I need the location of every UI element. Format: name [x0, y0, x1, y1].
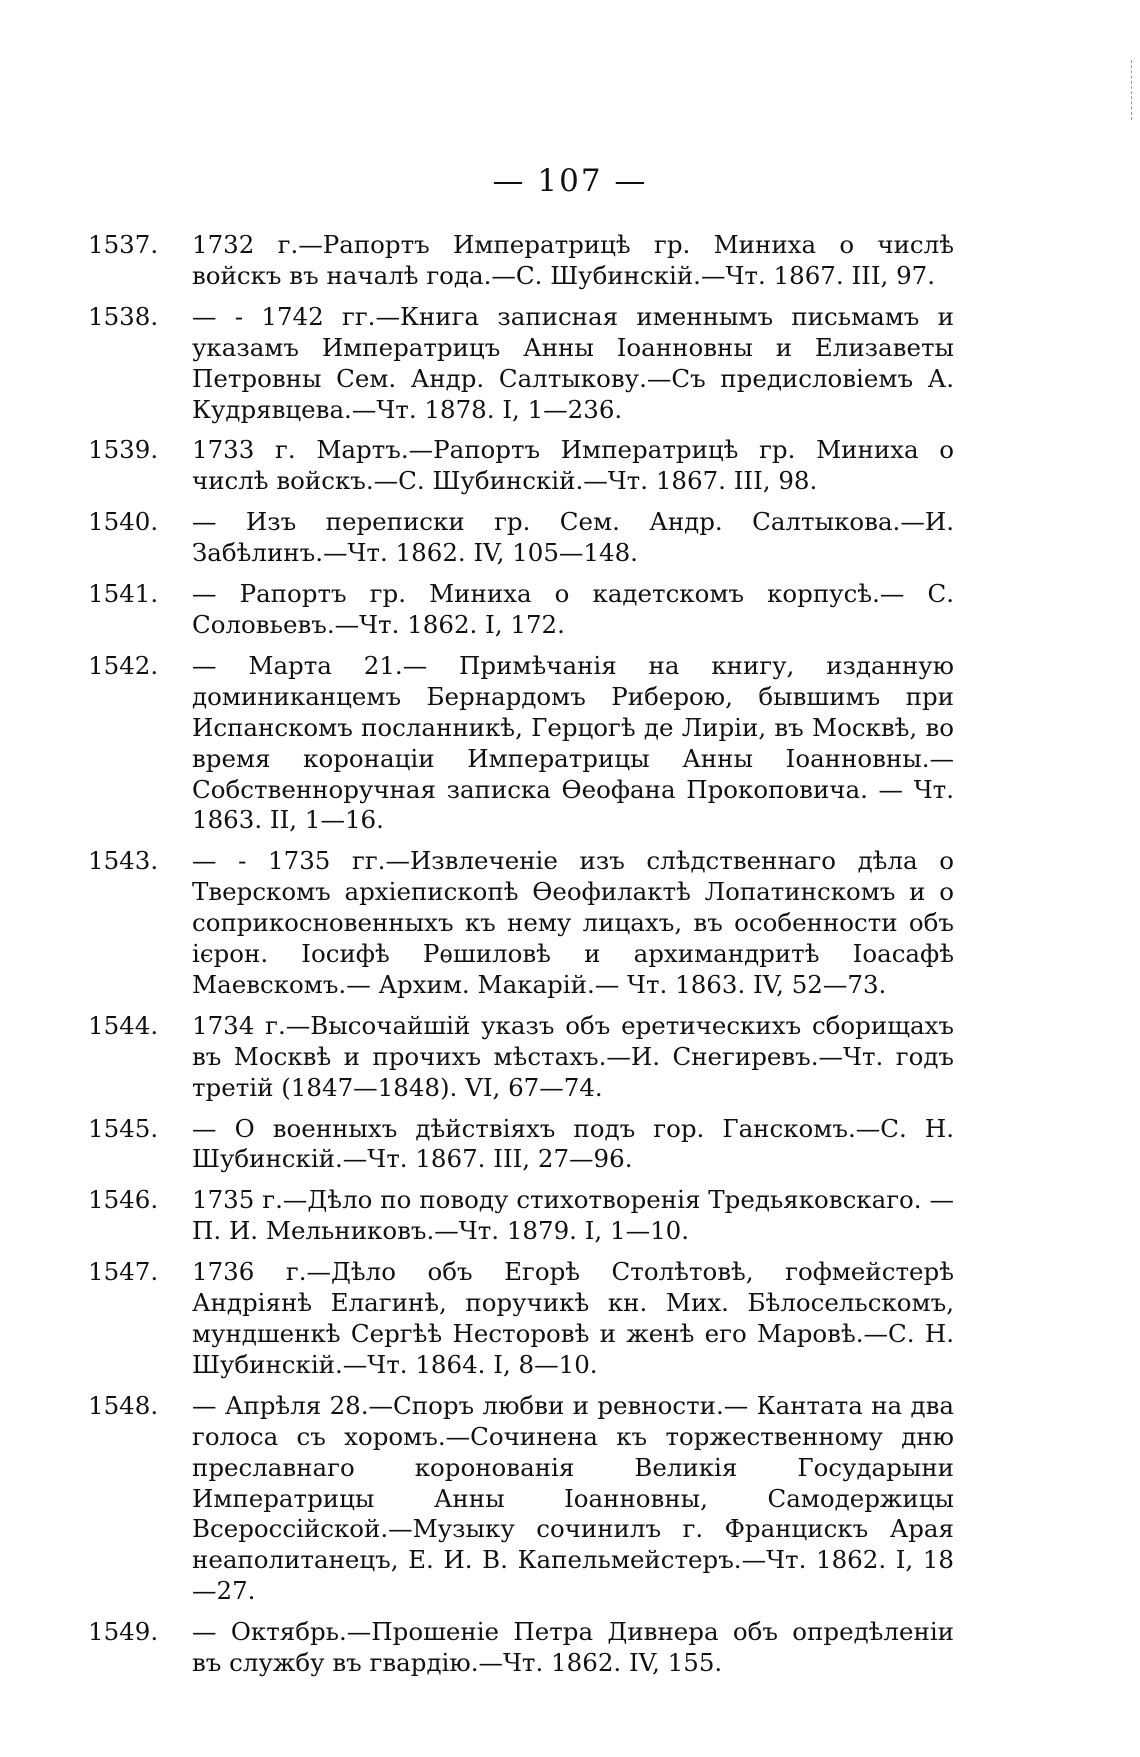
entry-text: — Марта 21.— Примѣчанія на книгу, изданную доминиканцемъ Бернардомъ Риберою, бывшимъ при Испанскомъ посланникѣ, Герцогѣ де Лиріи, въ Москвѣ, во время коронаціи Императрицы Анны Іоанновны.—Собственноручная записка Ѳеофана Прокоповича. — Чт. 1863. II, 1—16. [192, 650, 954, 835]
bibliography-entry [88, 1185, 954, 1247]
entry-text: — Октябрь.—Прошеніе Петра Дивнера объ опредѣленіи въ службу въ гвардію.—Чт. 1862. IV, 155. [192, 1617, 954, 1678]
entry-text: — О военныхъ дѣйствіяхъ подъ гор. Ганскомъ.—С. Н. Шубинскій.—Чт. 1867. III, 27—96. [192, 1113, 954, 1174]
entry-text: — - 1735 гг.—Извлеченіе изъ слѣдственнаго дѣла о Тверскомъ архіепископѣ Ѳеофилактѣ Лопатинскомъ и о соприкосновенныхъ къ нему лицахъ, въ особенности объ ієрон. Іосифѣ Рѳшиловѣ и архимандритѣ Іоасафѣ Маевскомъ.— Архим. Макарій.— Чт. 1863. IV, 52—73. [192, 846, 954, 999]
bibliography-list [88, 230, 954, 1689]
bibliography-entry [88, 302, 954, 426]
bibliography-entry [88, 846, 954, 1001]
entry-number: 1546. [88, 1185, 159, 1215]
entry-number: 1547. [88, 1257, 159, 1287]
entry-text: 1735 г.—Дѣло по поводу стихотворенія Тредьяковскаго. —П. И. Мельниковъ.—Чт. 1879. I, 1—10. [192, 1185, 954, 1246]
bibliography-entry [88, 1617, 954, 1679]
entry-number: 1545. [88, 1113, 159, 1143]
bibliography-entry [88, 651, 954, 836]
entry-number: 1542. [88, 650, 159, 680]
entry-number: 1549. [88, 1617, 159, 1647]
entry-number: 1541. [88, 579, 159, 609]
entry-text: 1732 г.—Рапортъ Императрицѣ гр. Миниха о числѣ войскъ въ началѣ года.—С. Шубинскій.—Чт. 1867. III, 97. [192, 230, 954, 290]
entry-text: 1736 г.—Дѣло объ Егорѣ Столѣтовѣ, гофмейстерѣ Андріянѣ Елагинѣ, поручикѣ кн. Мих. Бѣлосельскомъ, мундшенкѣ Сергѣѣ Несторовѣ и женѣ его Маровѣ.—С. Н. Шубинскій.—Чт. 1864. I, 8—10. [192, 1257, 954, 1379]
bibliography-entry [88, 1391, 954, 1607]
entry-number: 1548. [88, 1390, 159, 1420]
entry-text: — Апрѣля 28.—Споръ любви и ревности.— Кантата на два голоса съ хоромъ.—Сочинена къ торжественному дню преславнаго коронованія Великія Государыни Императрицы Анны Іоанновны, Самодержицы Всероссійской.—Музыку сочинилъ г. Францискъ Арая неаполитанецъ, Е. И. В. Капельмейстеръ.—Чт. 1862. I, 18—27. [192, 1390, 954, 1606]
entry-text: — Рапортъ гр. Миниха о кадетскомъ корпусѣ.— С. Соловьевъ.—Чт. 1862. I, 172. [192, 579, 954, 639]
bibliography-entry [88, 1114, 954, 1176]
page-edge-mark [1130, 60, 1132, 120]
bibliography-entry [88, 579, 954, 641]
entry-number: 1540. [88, 507, 159, 537]
entry-number: 1544. [88, 1010, 159, 1040]
bibliography-entry [88, 1011, 954, 1104]
entry-text: 1733 г. Мартъ.—Рапортъ Императрицѣ гр. Миниха о числѣ войскъ.—С. Шубинскій.—Чт. 1867. III, 98. [192, 435, 954, 496]
entry-text: — - 1742 гг.—Книга записная именнымъ письмамъ и указамъ Императрицъ Анны Іоанновны и Елизаветы Петровны Сем. Андр. Салтыкову.—Съ предисловіемъ А. Кудрявцева.—Чт. 1878. I, 1—236. [192, 301, 954, 424]
entry-text: — Изъ переписки гр. Сем. Андр. Салтыкова.—И. Забѣлинъ.—Чт. 1862. IV, 105—148. [192, 507, 954, 568]
page-number: — 107 — [492, 163, 648, 199]
entry-number: 1538. [88, 301, 159, 331]
bibliography-entry [88, 1257, 954, 1381]
entry-number: 1539. [88, 435, 159, 465]
entry-number: 1543. [88, 846, 159, 876]
bibliography-entry [88, 230, 954, 292]
entry-text: 1734 г.—Высочайшій указъ объ еретическихъ сборищахъ въ Москвѣ и прочихъ мѣстахъ.—И. Снегиревъ.—Чт. годъ третій (1847—1848). VI, 67—74. [192, 1010, 954, 1102]
entry-number: 1537. [88, 230, 159, 259]
bibliography-entry [88, 507, 954, 569]
bibliography-entry [88, 435, 954, 497]
